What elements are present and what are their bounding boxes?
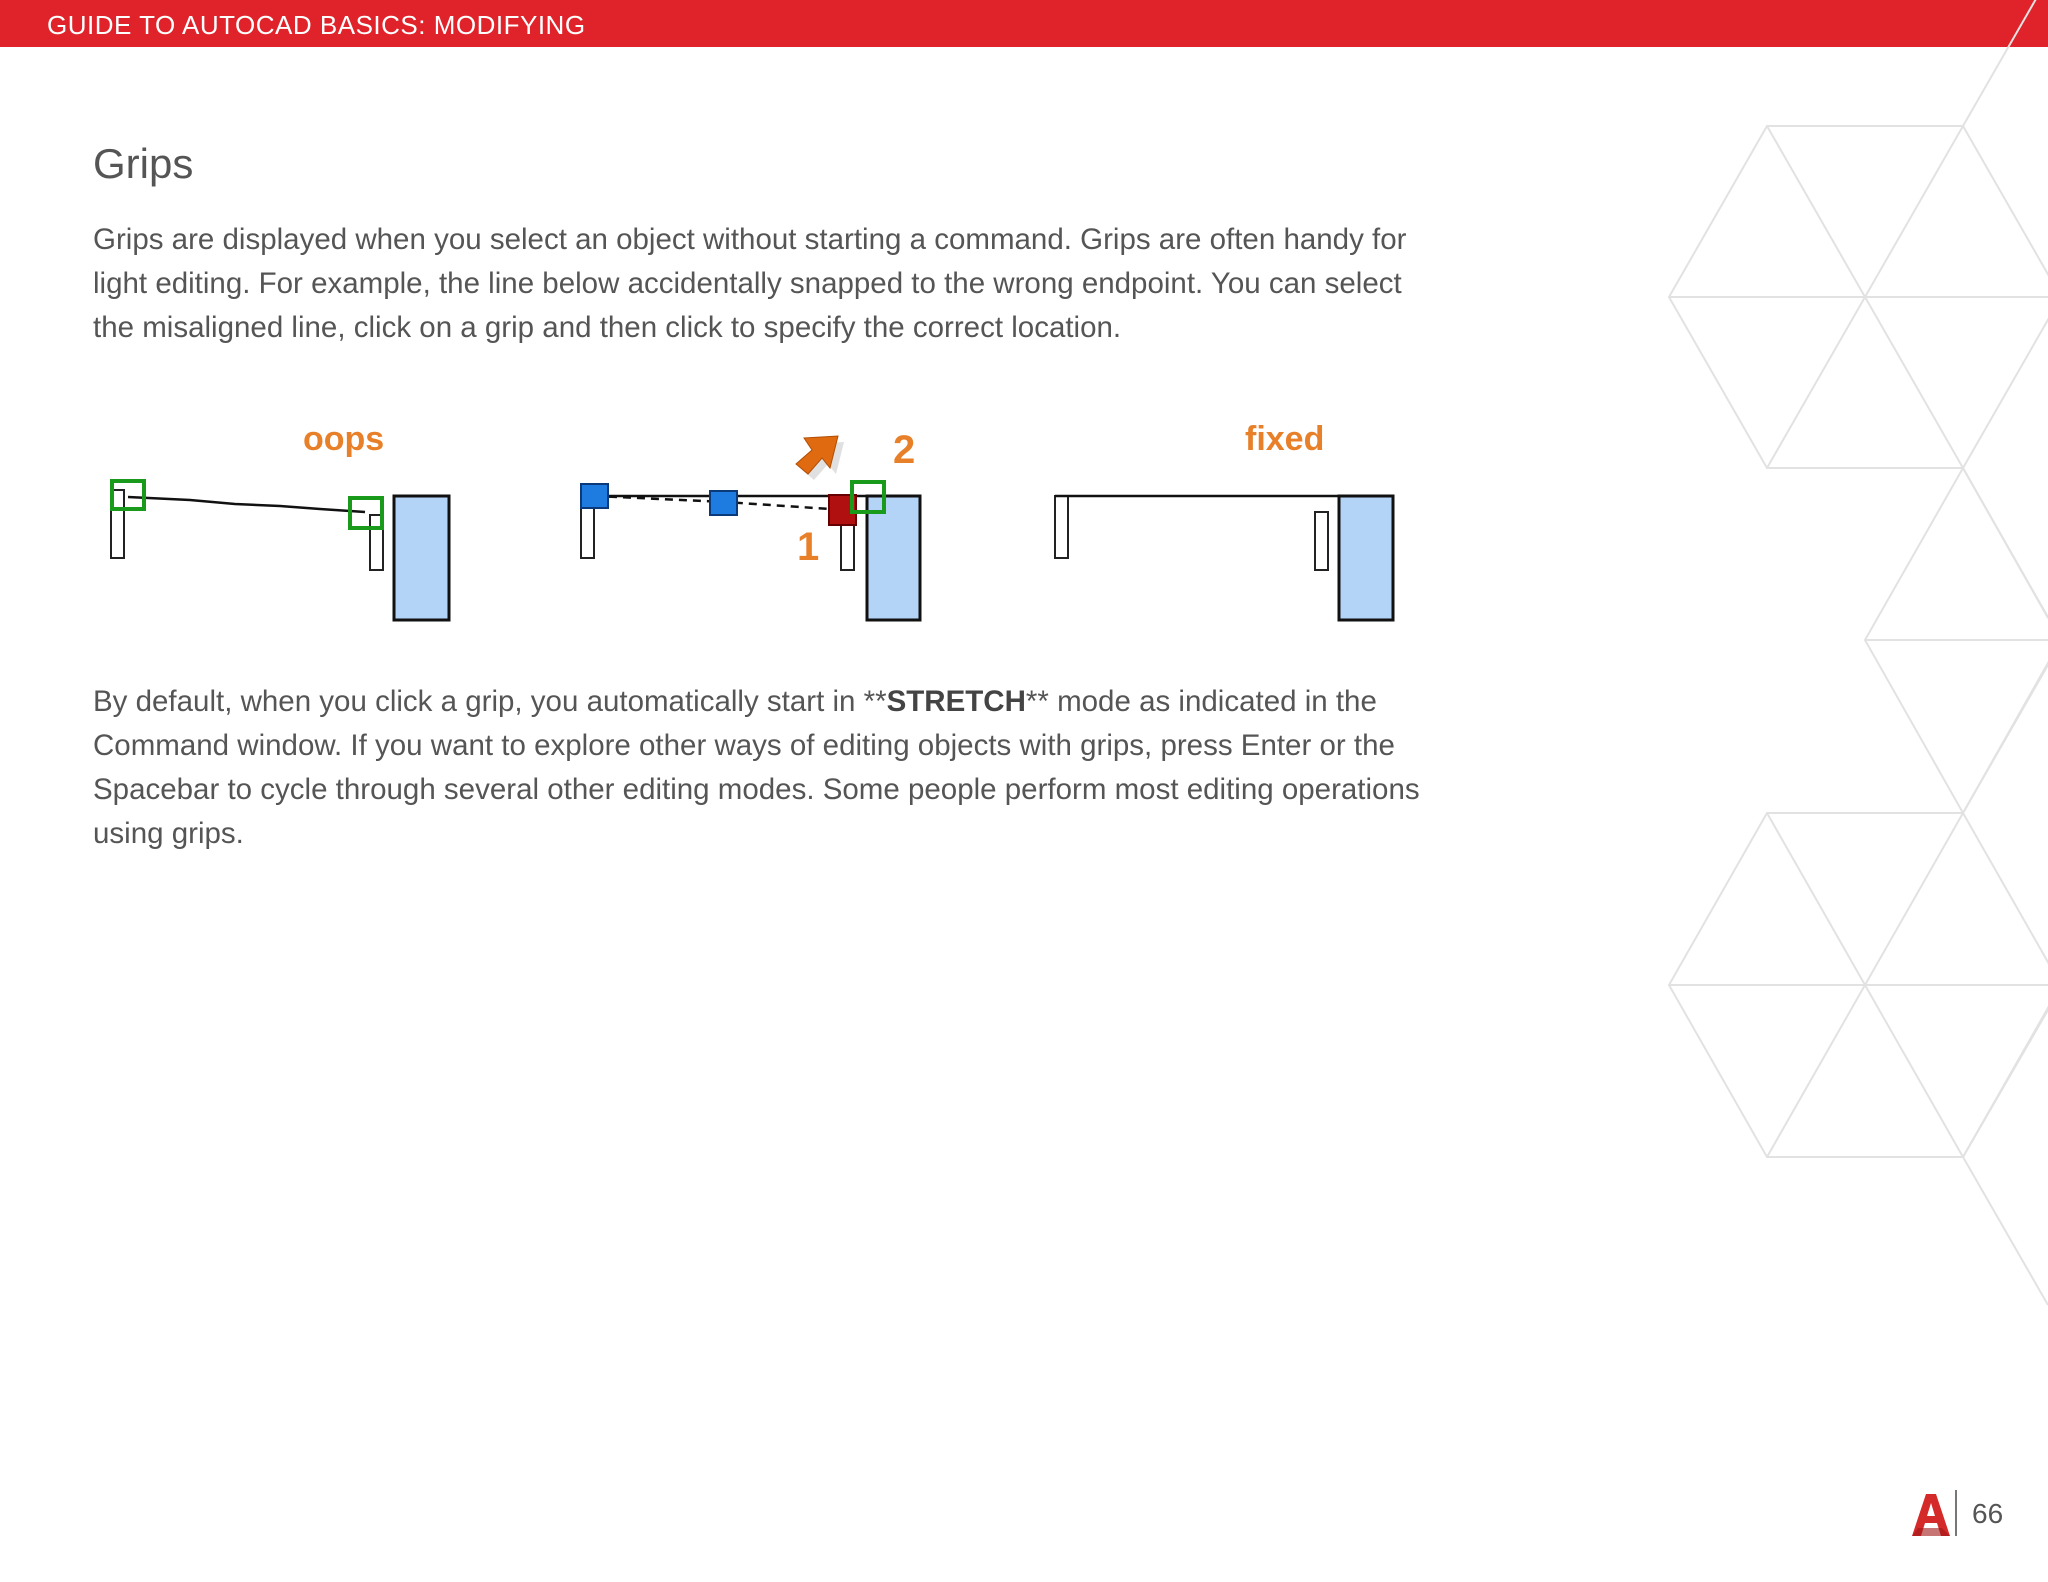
stretch-text-before: By default, when you click a grip, you automatically start in ** bbox=[93, 685, 887, 718]
autocad-logo-icon bbox=[1906, 1490, 1966, 1550]
label-step-1: 1 bbox=[797, 525, 820, 569]
page-number: 66 bbox=[1972, 1498, 2004, 1529]
label-oops: oops bbox=[303, 420, 385, 458]
label-step-2: 2 bbox=[893, 428, 916, 472]
stretch-keyword: STRETCH bbox=[886, 685, 1026, 718]
page-title: Grips bbox=[93, 140, 194, 187]
wall-block bbox=[867, 496, 920, 620]
stretch-text-after: ** mode as indicated in the Command window. If you want to explore other ways of editing objects with grips, press Enter or the Spacebar to cycle through several other editing modes. Some people perform most editing operations using grips. bbox=[93, 685, 1420, 850]
header-title: GUIDE TO AUTOCAD BASICS: MODIFYING bbox=[47, 10, 586, 40]
cursor-arrow-icon bbox=[796, 436, 844, 480]
grips-example-figure bbox=[0, 400, 1420, 630]
wall-block bbox=[1339, 496, 1393, 620]
panel-oops bbox=[111, 420, 449, 620]
panel-fixed bbox=[1055, 420, 1393, 620]
stretch-mode-paragraph bbox=[93, 680, 1423, 856]
intro-paragraph: Grips are displayed when you select an object without starting a command. Grips are often handy for light editing. For example, the line below accidentally snapped to the wrong endpoint. You can select the misaligned line, click on a grip and then click to specify the correct location. bbox=[93, 223, 1407, 344]
right-post bbox=[1315, 512, 1328, 570]
wall-block bbox=[394, 496, 449, 620]
left-post bbox=[1055, 496, 1068, 558]
grip-blue-endpoint bbox=[581, 484, 608, 508]
grip-blue-midpoint bbox=[710, 491, 737, 515]
label-fixed: fixed bbox=[1245, 420, 1325, 458]
panel-editing bbox=[581, 428, 920, 620]
misaligned-line bbox=[128, 497, 365, 512]
